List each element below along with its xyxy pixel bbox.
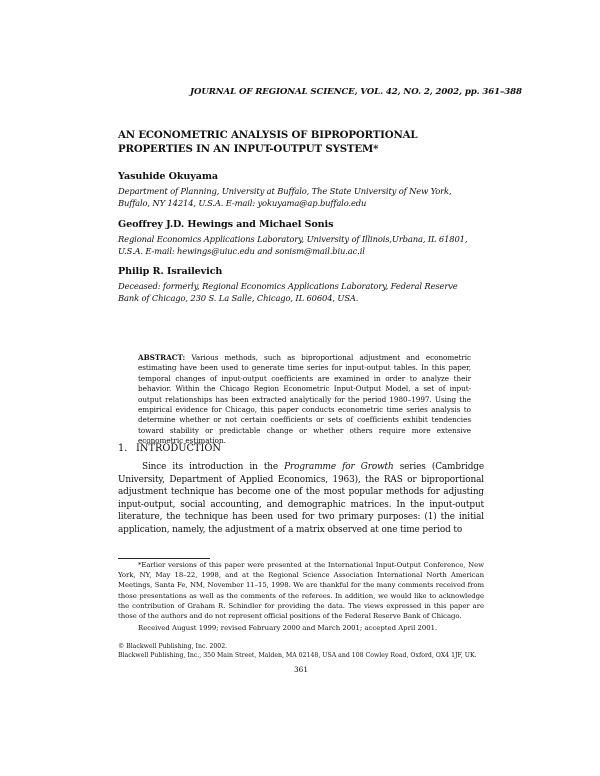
body-text-start: Since its introduction in the — [142, 462, 285, 472]
abstract-label: ABSTRACT: — [138, 353, 186, 362]
body-text-italic: Programme for Growth — [284, 462, 394, 472]
author-name: Geoffrey J.D. Hewings and Michael Sonis — [118, 219, 334, 230]
author-name: Yasuhide Okuyama — [118, 171, 219, 182]
section-number: 1. — [118, 443, 128, 454]
abstract — [138, 353, 471, 447]
affiliation-line: Bank of Chicago, 230 S. La Salle, Chicago, IL 60604, USA. — [118, 293, 359, 304]
title-line-2: PROPERTIES IN AN INPUT-OUTPUT SYSTEM* — [118, 143, 379, 155]
title-line-1: AN ECONOMETRIC ANALYSIS OF BIPROPORTIONAL — [118, 129, 418, 141]
affiliation-line: Buffalo, NY 14214, U.S.A. E-mail: yokuyama@ap.buffalo.edu — [118, 198, 367, 209]
publisher-address: Blackwell Publishing, Inc., 350 Main Street, Malden, MA 02148, USA and 108 Cowley Road, Oxford, OX4 1JF, UK. — [118, 652, 477, 660]
affiliation-line: Regional Economics Applications Laboratory, University of Illinois,Urbana, IL 61801, — [118, 234, 468, 244]
publisher-info — [118, 642, 498, 661]
copyright-notice: © Blackwell Publishing, Inc. 2002. — [118, 643, 228, 650]
author-affiliation — [118, 280, 498, 304]
affiliation-line: U.S.A. E-mail: hewings@uiuc.edu and sonism@mail.biu.ac.il — [118, 246, 365, 257]
footnote-text: *Earlier versions of this paper were presented at the International Input-Output Conference, New York, NY, May 18–22, 1998, and at the Regional Science Association International North American Meetings, Santa Fe, NM, November 11–15, 1998. We are thankful for the many comments received from those presentations as well as the comments of the referees. In addition, we would like to acknowledge the contribution of Graham R. Schindler for providing the data. The views expressed in this paper are those of the authors and do not represent official positions of the Federal Reserve Bank of Chicago. — [118, 561, 484, 621]
received-dates: Received August 1999; revised February 2000 and March 2001; accepted April 2001. — [138, 624, 438, 632]
paper-title — [118, 128, 498, 156]
body-text-rest: series (Cambridge University, Department of Applied Economics, 1963), the RAS or biproportional adjustment technique has become one of the most popular methods for adjusting input-output, social accounting, and demographic matrices. In the input-output literature, the technique has been used for two primary purposes: (1) the initial application, namely, the adjustment of a matrix observed at one time period to — [118, 462, 484, 535]
footnote — [118, 560, 484, 621]
section-title: INTRODUCTION — [136, 443, 222, 454]
author-name: Philip R. Israilevich — [118, 266, 223, 277]
journal-citation: JOURNAL OF REGIONAL SCIENCE, VOL. 42, NO. 2, 2002, pp. 361–388 — [190, 87, 522, 97]
author-affiliation — [118, 185, 498, 209]
page-number: 361 — [293, 665, 309, 674]
body-paragraph — [118, 461, 484, 537]
affiliation-line: Deceased: formerly, Regional Economics Applications Laboratory, Federal Reserve — [118, 281, 458, 291]
abstract-text: Various methods, such as biproportional adjustment and econometric estimating have been used to generate time series for input-output tables. In this paper, temporal changes of input-output coefficients are examined in order to analyze their behavior. Within the Chicago Region Econometric Input-Output Model, a set of input-output relationships has been extracted analytically for the period 1980–1997. Using the empirical evidence for Chicago, this paper conducts econometric time series analysis to determine whether or not certain coefficients or sets of coefficients exhibit tendencies toward stability or predictable change or whether others require more extensive econometric estimation. — [138, 353, 471, 446]
section-heading — [118, 443, 221, 454]
footnote-divider — [118, 558, 210, 559]
author-affiliation — [118, 233, 498, 257]
affiliation-line: Department of Planning, University at Buffalo, The State University of New York, — [118, 186, 452, 196]
